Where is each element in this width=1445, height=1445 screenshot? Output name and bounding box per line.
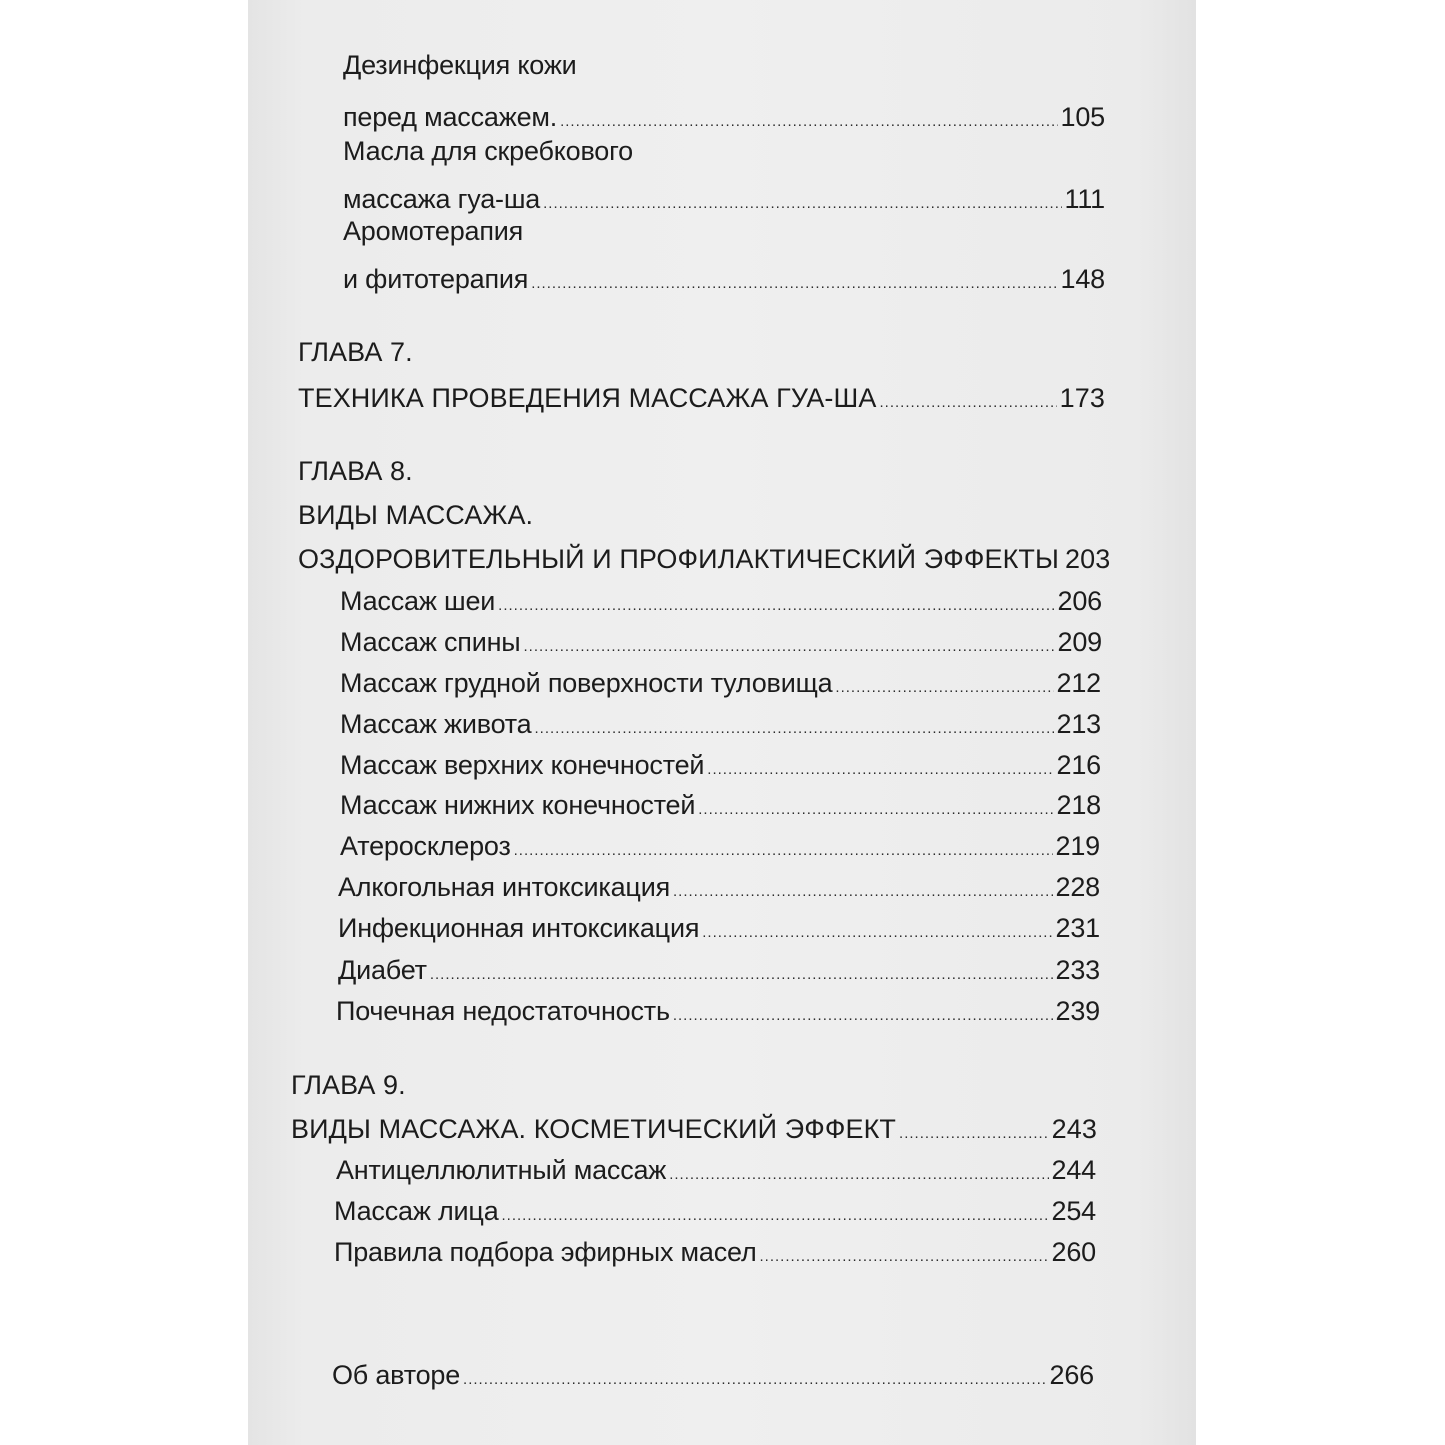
chapter-title-line: ВИДЫ МАССАЖА. <box>298 500 534 530</box>
dot-leader <box>430 966 1053 983</box>
page-number: 212 <box>1056 668 1101 698</box>
page-number: 239 <box>1055 996 1100 1026</box>
page-number: 266 <box>1049 1360 1094 1390</box>
toc-entry <box>336 996 1100 1027</box>
toc-entry-title: Правила подбора эфирных масел <box>334 1237 757 1267</box>
page-number: 216 <box>1056 750 1101 780</box>
toc-entry-title: Аромотерапия <box>343 216 524 246</box>
dot-leader <box>534 720 1053 737</box>
page-number: 243 <box>1051 1114 1097 1144</box>
page-number: 260 <box>1051 1237 1096 1267</box>
dot-leader <box>673 883 1053 900</box>
page-number: 148 <box>1060 264 1105 294</box>
dot-leader <box>879 394 1056 411</box>
chapter-label: ГЛАВА 7. <box>298 337 413 367</box>
toc-entry-title: Массаж шеи <box>340 586 496 616</box>
toc-entry-title: Массаж лица <box>334 1196 499 1226</box>
toc-entry-line <box>343 50 577 81</box>
page-number: 173 <box>1059 383 1105 413</box>
toc-entry-title: Массаж грудной поверхности туловища <box>340 668 833 698</box>
toc-entry-line <box>343 216 523 247</box>
toc-entry <box>343 184 1105 215</box>
chapter-label: ГЛАВА 8. <box>298 456 413 486</box>
page-number: 231 <box>1055 913 1100 943</box>
page-number: 203 <box>1065 544 1111 574</box>
page-number: 209 <box>1057 627 1102 657</box>
chapter-label: ГЛАВА 9. <box>291 1070 406 1100</box>
toc-entry <box>338 872 1100 903</box>
toc-entry <box>343 264 1105 295</box>
chapter-title: ТЕХНИКА ПРОВЕДЕНИЯ МАССАЖА ГУА-ША <box>298 383 877 413</box>
toc-entry-title: Об авторе <box>332 1360 461 1390</box>
toc-entry-title: Почечная недостаточность <box>336 996 670 1026</box>
dot-leader <box>669 1166 1048 1183</box>
toc-entry-title: Диабет <box>338 955 427 985</box>
dot-leader <box>514 842 1053 859</box>
page-number: 111 <box>1064 184 1105 214</box>
toc-entry-title: перед массажем. <box>343 102 558 132</box>
page-number: 219 <box>1055 831 1100 861</box>
dot-leader <box>760 1248 1049 1265</box>
toc-entry <box>336 1155 1096 1186</box>
toc-entry <box>343 102 1105 133</box>
toc-entry <box>340 750 1101 781</box>
dot-leader <box>673 1007 1053 1024</box>
toc-entry-title: Массаж нижних конечностей <box>340 790 696 820</box>
dot-leader <box>498 597 1054 614</box>
toc-entry <box>340 668 1101 699</box>
dot-leader <box>835 679 1053 696</box>
toc-entry-title: и фитотерапия <box>343 264 529 294</box>
chapter-entry <box>298 383 1105 414</box>
page-number: 105 <box>1060 102 1105 132</box>
page-number: 213 <box>1056 709 1101 739</box>
toc-entry <box>338 913 1100 944</box>
toc-entry <box>334 1237 1096 1268</box>
dot-leader <box>502 1207 1049 1224</box>
toc-entry <box>340 627 1102 658</box>
toc-entry <box>340 790 1101 821</box>
dot-leader <box>560 113 1057 130</box>
toc-entry-title: Массаж живота <box>340 709 532 739</box>
page-number: 218 <box>1056 790 1101 820</box>
page-number: 233 <box>1055 955 1100 985</box>
dot-leader <box>702 924 1052 941</box>
toc-entry-title: массажа гуа-ша <box>343 184 541 214</box>
chapter-entry <box>298 544 1111 575</box>
chapter-title: ОЗДОРОВИТЕЛЬНЫЙ И ПРОФИЛАКТИЧЕСКИЙ ЭФФЕКТЫ <box>298 544 1060 574</box>
toc-entry <box>334 1196 1096 1227</box>
dot-leader <box>463 1371 1047 1388</box>
page-number: 228 <box>1055 872 1100 902</box>
chapter-entry <box>291 1114 1097 1145</box>
toc-entry <box>340 709 1101 740</box>
book-page <box>248 0 1196 1445</box>
toc-entry <box>340 831 1100 862</box>
toc-entry-title: Массаж спины <box>340 627 521 657</box>
chapter-title: ВИДЫ МАССАЖА. КОСМЕТИЧЕСКИЙ ЭФФЕКТ <box>291 1114 897 1144</box>
toc-entry-title: Массаж верхних конечностей <box>340 750 705 780</box>
toc-entry-title: Инфекционная интоксикация <box>338 913 700 943</box>
toc-entry-title: Антицеллюлитный массаж <box>336 1155 667 1185</box>
toc-entry-line <box>343 136 633 167</box>
dot-leader <box>698 801 1053 818</box>
toc-entry-title: Алкогольная интоксикация <box>338 872 671 902</box>
toc-entry <box>340 586 1102 617</box>
toc-entry-title: Дезинфекция кожи <box>343 50 577 80</box>
page-number: 254 <box>1051 1196 1096 1226</box>
page-number: 244 <box>1051 1155 1096 1185</box>
dot-leader <box>899 1125 1049 1142</box>
toc-entry-title: Атеросклероз <box>340 831 511 861</box>
dot-leader <box>543 195 1061 212</box>
toc-entry-title: Масла для скребкового <box>343 136 633 166</box>
dot-leader <box>707 761 1053 778</box>
toc-entry-about-author <box>332 1360 1094 1391</box>
toc-entry <box>338 955 1100 986</box>
dot-leader <box>524 638 1055 655</box>
dot-leader <box>531 275 1057 292</box>
page-number: 206 <box>1057 586 1102 616</box>
